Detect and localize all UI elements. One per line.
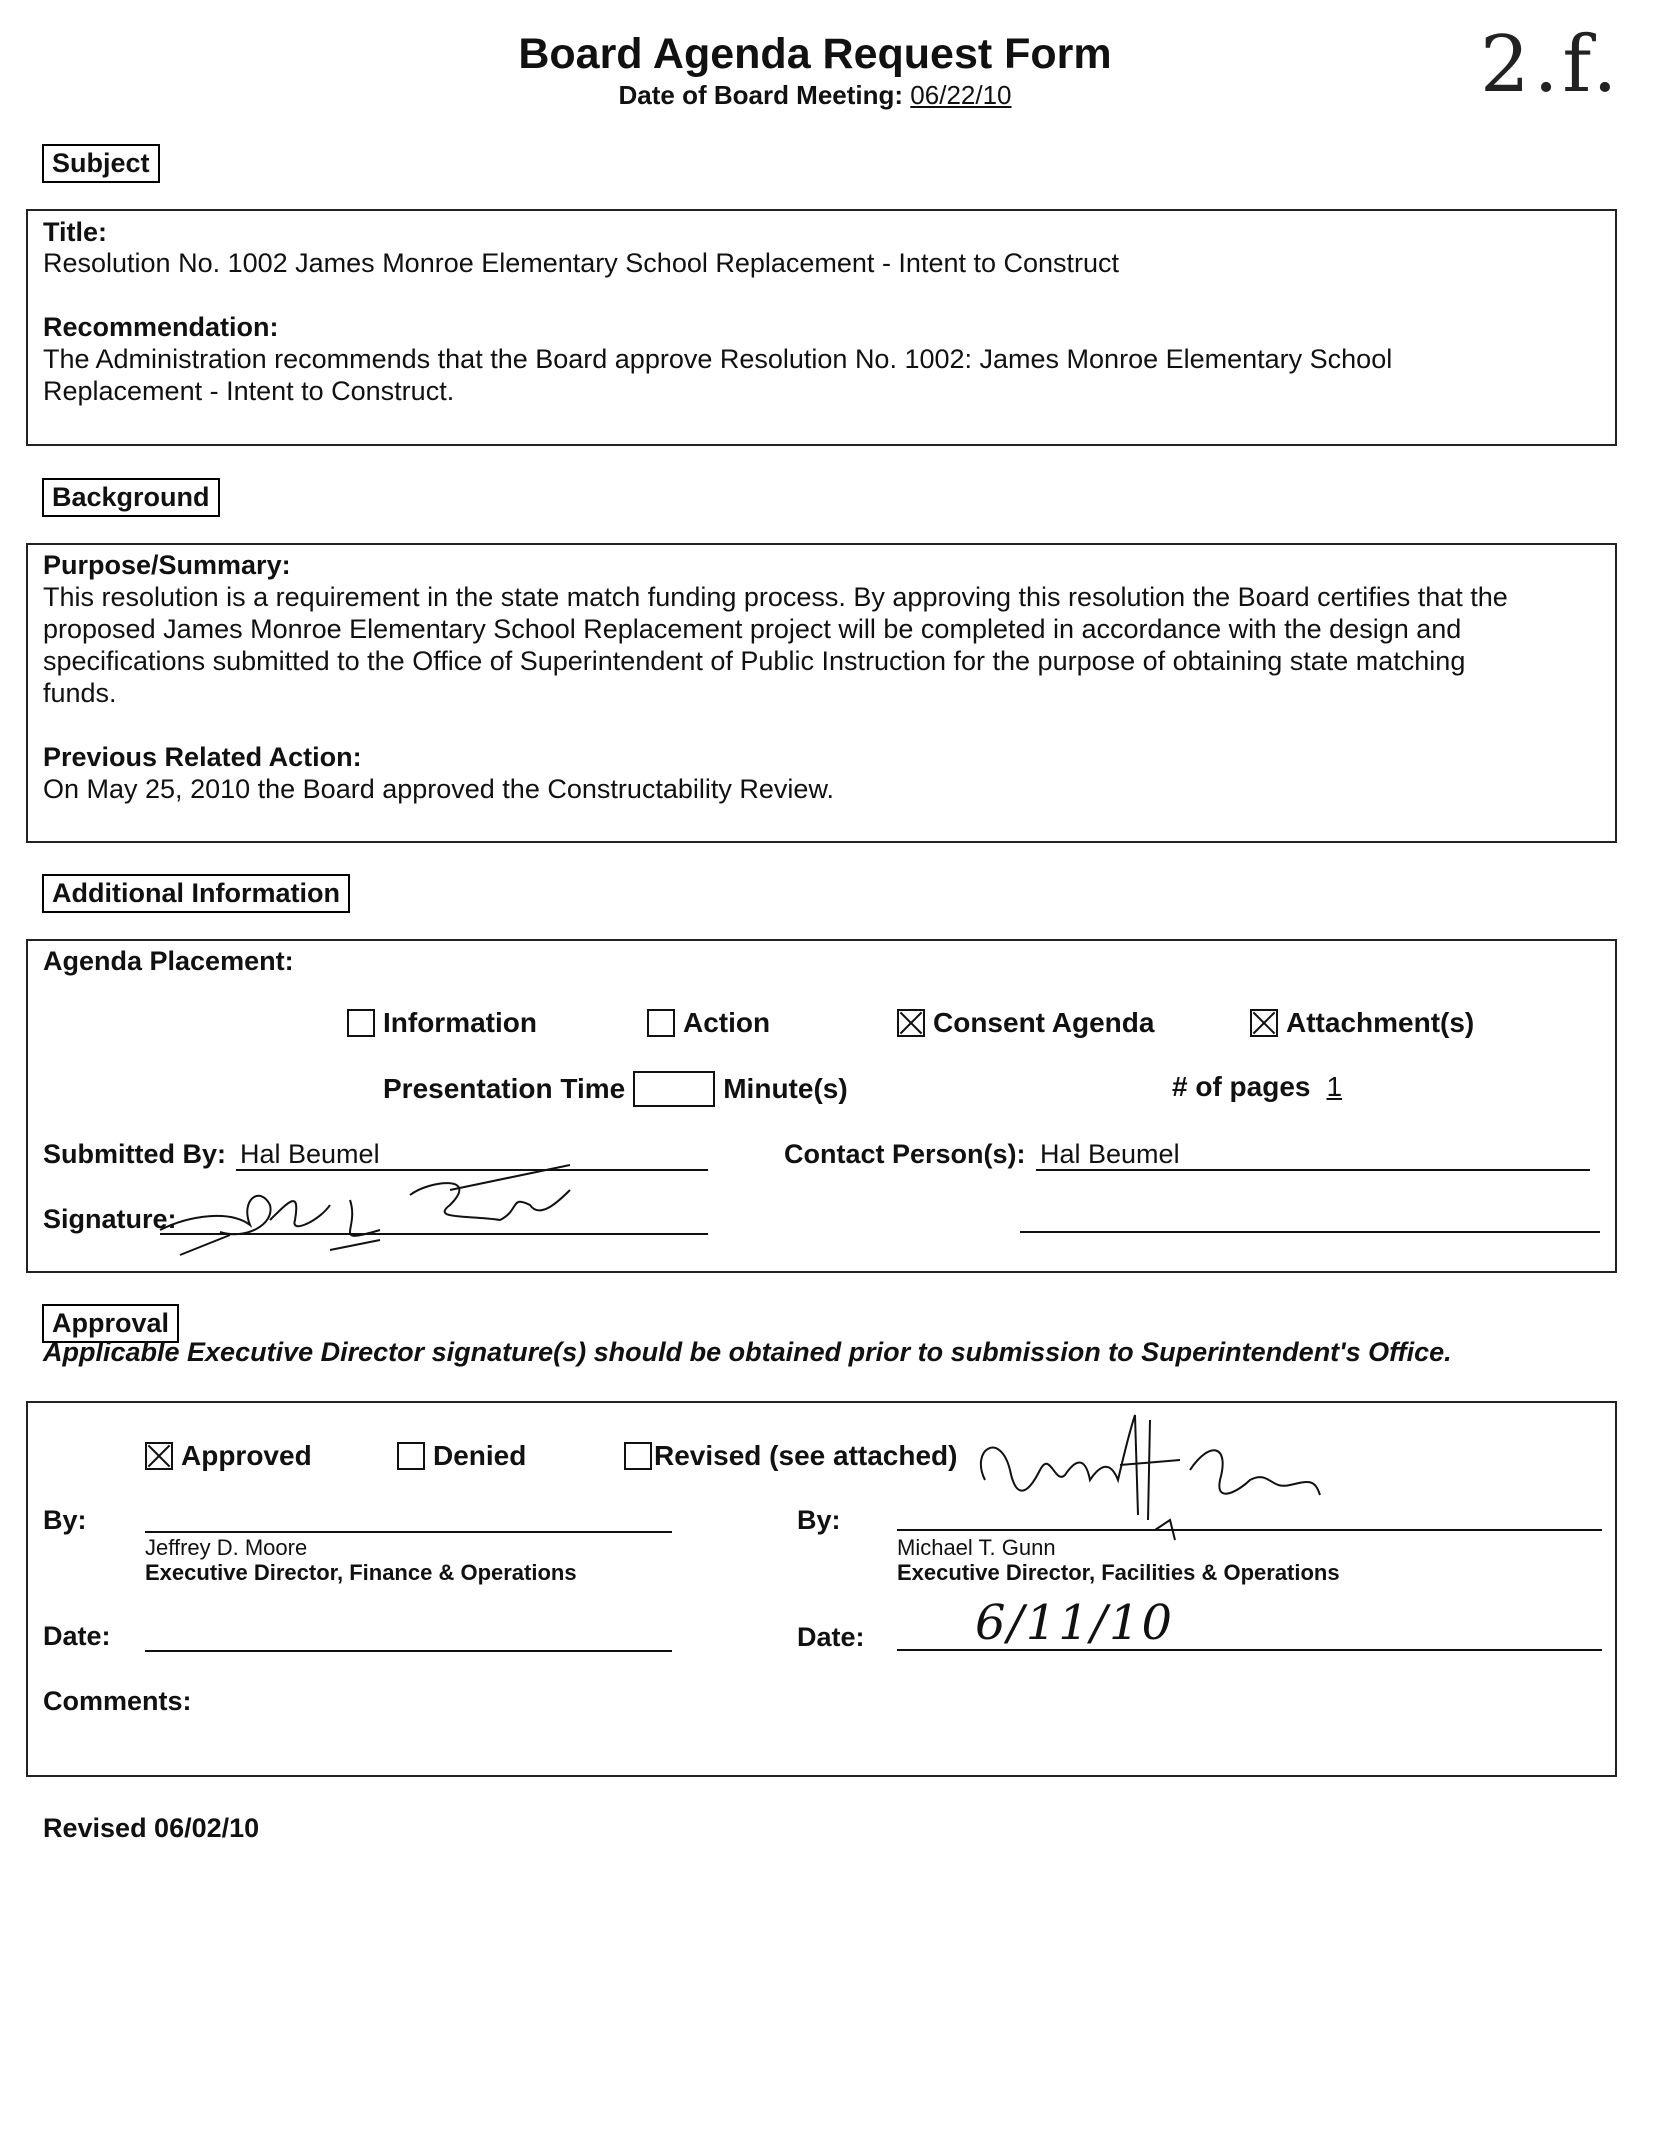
title-text: Resolution No. 1002 James Monroe Elementary School Replacement - Intent to Construct [43, 248, 1120, 278]
option-attachments[interactable] [1250, 1007, 1474, 1039]
checkbox-consent-agenda[interactable] [897, 1009, 925, 1037]
option-action-label: Action [683, 1007, 771, 1038]
option-information-label: Information [383, 1007, 537, 1038]
left-by-line [145, 1531, 672, 1533]
option-revised[interactable] [624, 1440, 957, 1472]
option-denied-label: Denied [433, 1440, 527, 1471]
purpose-line-3: specifications submitted to the Office of Superintendent of Public Instruction for the purpose of obtaining state matching [43, 646, 1466, 676]
left-approver-title: Executive Director, Finance & Operations [145, 1560, 577, 1585]
checkbox-attachments[interactable] [1250, 1009, 1278, 1037]
option-approved-label: Approved [181, 1440, 312, 1471]
additional-info-tag: Additional Information [42, 874, 350, 913]
option-approved[interactable] [145, 1440, 312, 1472]
contact-person-line [1036, 1169, 1590, 1171]
option-consent-agenda-label: Consent Agenda [933, 1007, 1155, 1038]
presentation-time-input[interactable] [633, 1071, 715, 1107]
submitter-signature [150, 1160, 590, 1270]
option-information[interactable] [347, 1007, 537, 1039]
contact-person-label: Contact Person(s): [784, 1139, 1026, 1169]
recommendation-line-2: Replacement - Intent to Construct. [43, 376, 455, 406]
option-revised-label: Revised (see attached) [654, 1440, 958, 1471]
checkbox-denied[interactable] [397, 1442, 425, 1470]
right-approver-name: Michael T. Gunn [897, 1535, 1056, 1560]
signature-label: Signature: [43, 1204, 177, 1234]
recommendation-line-1: The Administration recommends that the Board approve Resolution No. 1002: James Monroe Elementary School [43, 344, 1393, 374]
right-date-handwritten: 6/11/10 [975, 1595, 1175, 1651]
recommendation-label: Recommendation: [43, 312, 279, 342]
purpose-line-4: funds. [43, 678, 117, 708]
option-denied[interactable] [397, 1440, 526, 1472]
minutes-label: Minute(s) [723, 1073, 848, 1104]
approval-note: Applicable Executive Director signature(s) should be obtained prior to submission to Superintendent's Office. [43, 1337, 1452, 1367]
previous-action-text: On May 25, 2010 the Board approved the Constructability Review. [43, 774, 834, 804]
title-label: Title: [43, 217, 108, 247]
right-date-label: Date: [797, 1622, 865, 1652]
right-by-label: By: [797, 1505, 841, 1535]
meeting-date-line [0, 80, 1630, 111]
left-date-line [145, 1650, 672, 1652]
purpose-line-2: proposed James Monroe Elementary School Replacement project will be completed in accordance with the design and [43, 614, 1462, 644]
contact-signature-line [1020, 1231, 1600, 1233]
presentation-time-label: Presentation Time [383, 1073, 626, 1104]
form-title: Board Agenda Request Form [518, 30, 1112, 78]
right-approver-title: Executive Director, Facilities & Operations [897, 1560, 1340, 1585]
pages-row [1172, 1071, 1342, 1103]
meeting-date-label: Date of Board Meeting: [618, 80, 904, 110]
subject-tag: Subject [42, 144, 160, 183]
checkbox-action[interactable] [647, 1009, 675, 1037]
previous-action-label: Previous Related Action: [43, 742, 362, 772]
pages-value: 1 [1326, 1071, 1343, 1102]
pages-label: # of pages [1172, 1071, 1311, 1102]
checkbox-information[interactable] [347, 1009, 375, 1037]
submitted-by-value: Hal Beumel [240, 1139, 380, 1169]
page-marker-handwritten: 2.f. [1480, 20, 1622, 110]
option-action[interactable] [647, 1007, 770, 1039]
approval-tag: Approval [42, 1304, 179, 1343]
left-by-label: By: [43, 1505, 87, 1535]
meeting-date-value: 06/22/10 [910, 80, 1012, 110]
checkbox-approved[interactable] [145, 1442, 173, 1470]
left-approver-name: Jeffrey D. Moore [145, 1535, 308, 1560]
contact-person-value: Hal Beumel [1040, 1139, 1180, 1169]
purpose-label: Purpose/Summary: [43, 550, 291, 580]
option-attachments-label: Attachment(s) [1286, 1007, 1475, 1038]
option-consent-agenda[interactable] [897, 1007, 1154, 1039]
checkbox-revised[interactable] [624, 1442, 652, 1470]
submitted-by-label: Submitted By: [43, 1139, 227, 1169]
agenda-placement-label: Agenda Placement: [43, 946, 294, 976]
left-date-label: Date: [43, 1621, 111, 1651]
presentation-time-row [383, 1071, 848, 1107]
comments-label: Comments: [43, 1686, 192, 1716]
right-approver-signature [970, 1410, 1390, 1550]
purpose-line-1: This resolution is a requirement in the state match funding process. By approving this resolution the Board certifies that the [43, 582, 1508, 612]
revised-footer: Revised 06/02/10 [43, 1813, 260, 1843]
background-tag: Background [42, 478, 220, 517]
